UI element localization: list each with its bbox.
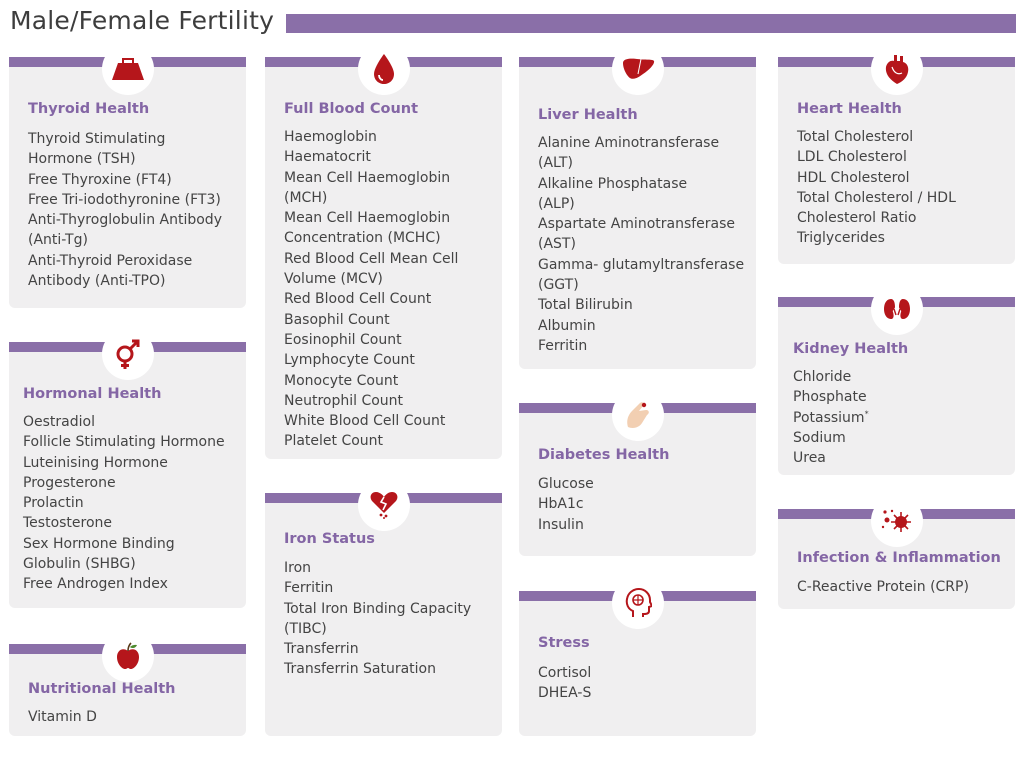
test-list (797, 577, 969, 597)
list-item: Luteinising Hormone (23, 454, 168, 471)
card-title: Diabetes Health (538, 447, 670, 463)
list-item: (Anti-Tg) (28, 232, 88, 249)
list-item: Glucose (538, 476, 594, 492)
list-item: Anti-Thyroglobulin Antibody (28, 212, 222, 229)
list-item: Eosinophil Count (284, 331, 402, 348)
card-title: Hormonal Health (23, 386, 162, 402)
list-item: Anti-Thyroid Peroxidase (28, 252, 193, 269)
list-item: Thyroid Stimulating (28, 131, 166, 147)
list-item: Hormone (TSH) (28, 151, 136, 168)
list-item: (GGT) (538, 277, 579, 294)
test-list (538, 474, 594, 535)
list-item: Triglycerides (797, 230, 885, 247)
list-item: Haematocrit (284, 149, 371, 166)
list-item: Iron (284, 560, 312, 576)
finger-prick-icon (612, 389, 664, 441)
list-item: Phosphate (793, 389, 867, 406)
list-item: HbA1c (538, 496, 584, 513)
list-item: Monocyte Count (284, 372, 399, 389)
list-item: Ferritin (538, 337, 588, 354)
virus-icon (871, 495, 923, 547)
card-nutritional-health (9, 644, 246, 736)
card-title: Full Blood Count (284, 101, 419, 117)
list-item: Cortisol (538, 665, 592, 681)
list-item: Total Bilirubin (538, 297, 633, 314)
list-item: (MCH) (284, 189, 328, 206)
list-item: Progesterone (23, 474, 116, 491)
card-title: Iron Status (284, 531, 375, 547)
list-item: Haemoglobin (284, 129, 377, 145)
card-title: Heart Health (797, 101, 902, 117)
test-list (284, 127, 458, 452)
list-item: Vitamin D (28, 709, 97, 725)
list-item: (ALP) (538, 195, 575, 212)
list-item: Lymphocyte Count (284, 352, 415, 369)
list-item: Sex Hormone Binding (23, 535, 175, 552)
test-list (284, 558, 471, 680)
test-list (538, 133, 744, 356)
list-item: HDL Cholesterol (797, 169, 910, 186)
gender-symbol-icon (102, 328, 154, 380)
card-stress (519, 591, 756, 736)
list-item: Mean Cell Haemoglobin (284, 210, 451, 227)
footnote-marker: * (864, 408, 869, 418)
head-brain-icon (612, 577, 664, 629)
list-item: Red Blood Cell Count (284, 291, 432, 308)
title-divider-bar (286, 14, 1016, 33)
list-item: Free Androgen Index (23, 576, 168, 593)
blood-drop-icon (358, 43, 410, 95)
test-list (538, 663, 591, 704)
list-item: Transferrin (284, 641, 359, 658)
list-item: C-Reactive Protein (CRP) (797, 579, 969, 595)
list-item: Platelet Count (284, 433, 384, 450)
list-item: Basophil Count (284, 311, 390, 328)
list-item: LDL Cholesterol (797, 149, 907, 166)
card-full-blood-count (265, 57, 502, 459)
list-item: Neutrophil Count (284, 392, 404, 409)
list-item: Free Tri-iodothyronine (FT3) (28, 191, 221, 208)
list-item: Ferritin (284, 580, 334, 597)
kidneys-icon (871, 283, 923, 335)
list-item: Testosterone (23, 515, 113, 532)
page-title: Male/Female Fertility (10, 6, 275, 35)
page-header (10, 6, 1016, 42)
apple-icon (102, 630, 154, 682)
list-item: (AST) (538, 236, 576, 253)
card-thyroid-health (9, 57, 246, 308)
list-item: Alanine Aminotransferase (538, 135, 720, 151)
card-liver-health (519, 57, 756, 369)
list-item: Oestradiol (23, 414, 95, 430)
card-heart-health (778, 57, 1015, 264)
test-list (23, 412, 225, 595)
list-item: Globulin (SHBG) (23, 556, 136, 573)
heart-icon (871, 43, 923, 95)
list-item: Follicle Stimulating Hormone (23, 434, 225, 451)
card-title: Infection & Inflammation (797, 550, 1001, 566)
thyroid-icon (102, 43, 154, 95)
list-item: Mean Cell Haemoglobin (284, 169, 451, 186)
list-item: (TIBC) (284, 620, 327, 637)
test-list (28, 129, 222, 291)
liver-icon (612, 43, 664, 95)
list-item: Insulin (538, 516, 584, 533)
list-item: Alkaline Phosphatase (538, 175, 688, 192)
list-item: Total Cholesterol (797, 129, 914, 145)
card-iron-status (265, 493, 502, 736)
card-hormonal-health (9, 342, 246, 608)
card-title: Thyroid Health (28, 101, 150, 117)
broken-heart-icon (358, 479, 410, 531)
list-item: Free Thyroxine (FT4) (28, 171, 172, 188)
card-title: Liver Health (538, 107, 638, 123)
list-item: DHEA-S (538, 685, 592, 702)
list-item-label: Potassium (793, 409, 865, 426)
list-item: (ALT) (538, 155, 573, 172)
list-item: Antibody (Anti-TPO) (28, 273, 166, 290)
card-title: Kidney Health (793, 341, 909, 357)
list-item: Prolactin (23, 495, 84, 512)
list-item: Transferrin Saturation (284, 661, 436, 678)
list-item: Aspartate Aminotransferase (538, 216, 736, 233)
list-item: Total Cholesterol / HDL (797, 189, 956, 206)
list-item: Total Iron Binding Capacity (284, 600, 472, 617)
list-item: Gamma- glutamyltransferase (538, 256, 745, 273)
list-item: Albumin (538, 317, 596, 334)
test-list (28, 707, 97, 727)
card-title: Nutritional Health (28, 681, 176, 697)
test-list (797, 127, 956, 249)
card-kidney-health (778, 297, 1015, 475)
list-item (793, 408, 869, 428)
card-infection-inflammation (778, 509, 1015, 609)
list-item: Urea (793, 450, 826, 467)
test-list (793, 367, 869, 468)
list-item: Red Blood Cell Mean Cell (284, 250, 459, 267)
list-item: Sodium (793, 429, 846, 446)
card-diabetes-health (519, 403, 756, 556)
card-title: Stress (538, 635, 590, 651)
list-item: Volume (MCV) (284, 271, 383, 288)
list-item: Concentration (MCHC) (284, 230, 441, 247)
list-item: Cholesterol Ratio (797, 210, 917, 227)
list-item: Chloride (793, 369, 852, 385)
list-item: White Blood Cell Count (284, 413, 446, 430)
